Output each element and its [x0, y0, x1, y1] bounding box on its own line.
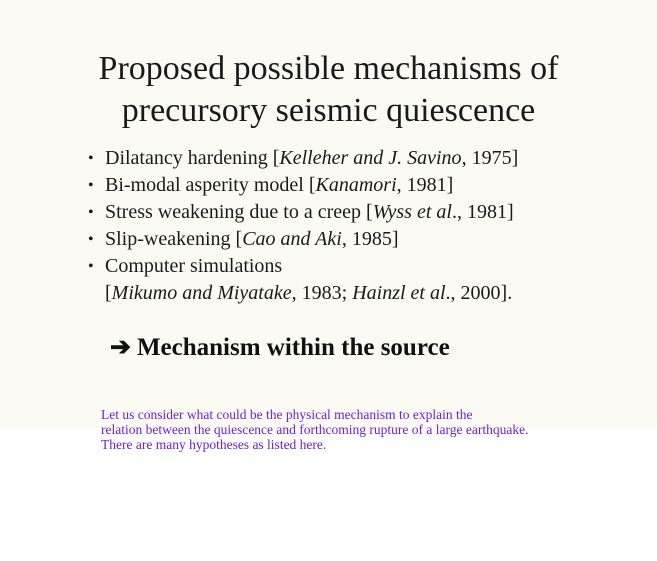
citation-open: [	[105, 282, 112, 304]
note-line-2: relation between the quiescence and forthcoming rupture of a large earthquake.	[101, 422, 529, 437]
bullet-icon: •	[88, 258, 94, 275]
title-line-1: Proposed possible mechanisms of	[98, 50, 559, 87]
item-citation: Cao and Aki	[242, 228, 342, 250]
item-citation: Mikumo and Miyatake	[111, 282, 292, 304]
item-citation-tail: , 1975]	[461, 147, 519, 169]
bullet-icon: •	[88, 204, 94, 221]
item-citation: Kelleher and J. Savino	[279, 147, 462, 169]
item-citation-tail: , 1981]	[396, 174, 454, 196]
list-item	[88, 145, 518, 172]
list-item	[88, 226, 518, 253]
conclusion-text: Mechanism within the source	[136, 334, 450, 361]
note-line-1: Let us consider what could be the physical mechanism to explain the	[101, 407, 473, 422]
arrow-right-icon: ➔	[110, 334, 131, 361]
item-text: Computer simulations	[105, 255, 283, 277]
speaker-note	[101, 407, 621, 452]
item-text: Slip-weakening [	[105, 228, 243, 250]
note-line-3: There are many hypotheses as listed here.	[101, 437, 327, 452]
bullet-icon: •	[88, 231, 94, 248]
item-text: Bi-modal asperity model [	[105, 174, 316, 196]
list-item	[88, 172, 518, 199]
list-item	[88, 253, 518, 307]
list-item	[88, 199, 518, 226]
bullet-icon: •	[88, 177, 94, 194]
item-citation: Hainzl et al	[352, 282, 446, 304]
bullet-icon: •	[88, 150, 94, 167]
item-text: Dilatancy hardening [	[105, 147, 280, 169]
citation-mid: , 1983;	[291, 282, 353, 304]
item-citation-tail: ., 1981]	[451, 201, 514, 223]
item-citation-tail: , 1985]	[341, 228, 399, 250]
mechanism-list	[88, 145, 518, 307]
slide-title	[0, 48, 657, 132]
item-text: Stress weakening due to a creep [	[105, 201, 373, 223]
conclusion	[110, 332, 450, 362]
item-citation-line	[105, 280, 518, 307]
item-citation: Kanamori	[315, 174, 397, 196]
title-line-2: precursory seismic quiescence	[121, 92, 536, 129]
citation-close: ., 2000].	[445, 282, 513, 304]
item-citation: Wyss et al	[372, 201, 452, 223]
